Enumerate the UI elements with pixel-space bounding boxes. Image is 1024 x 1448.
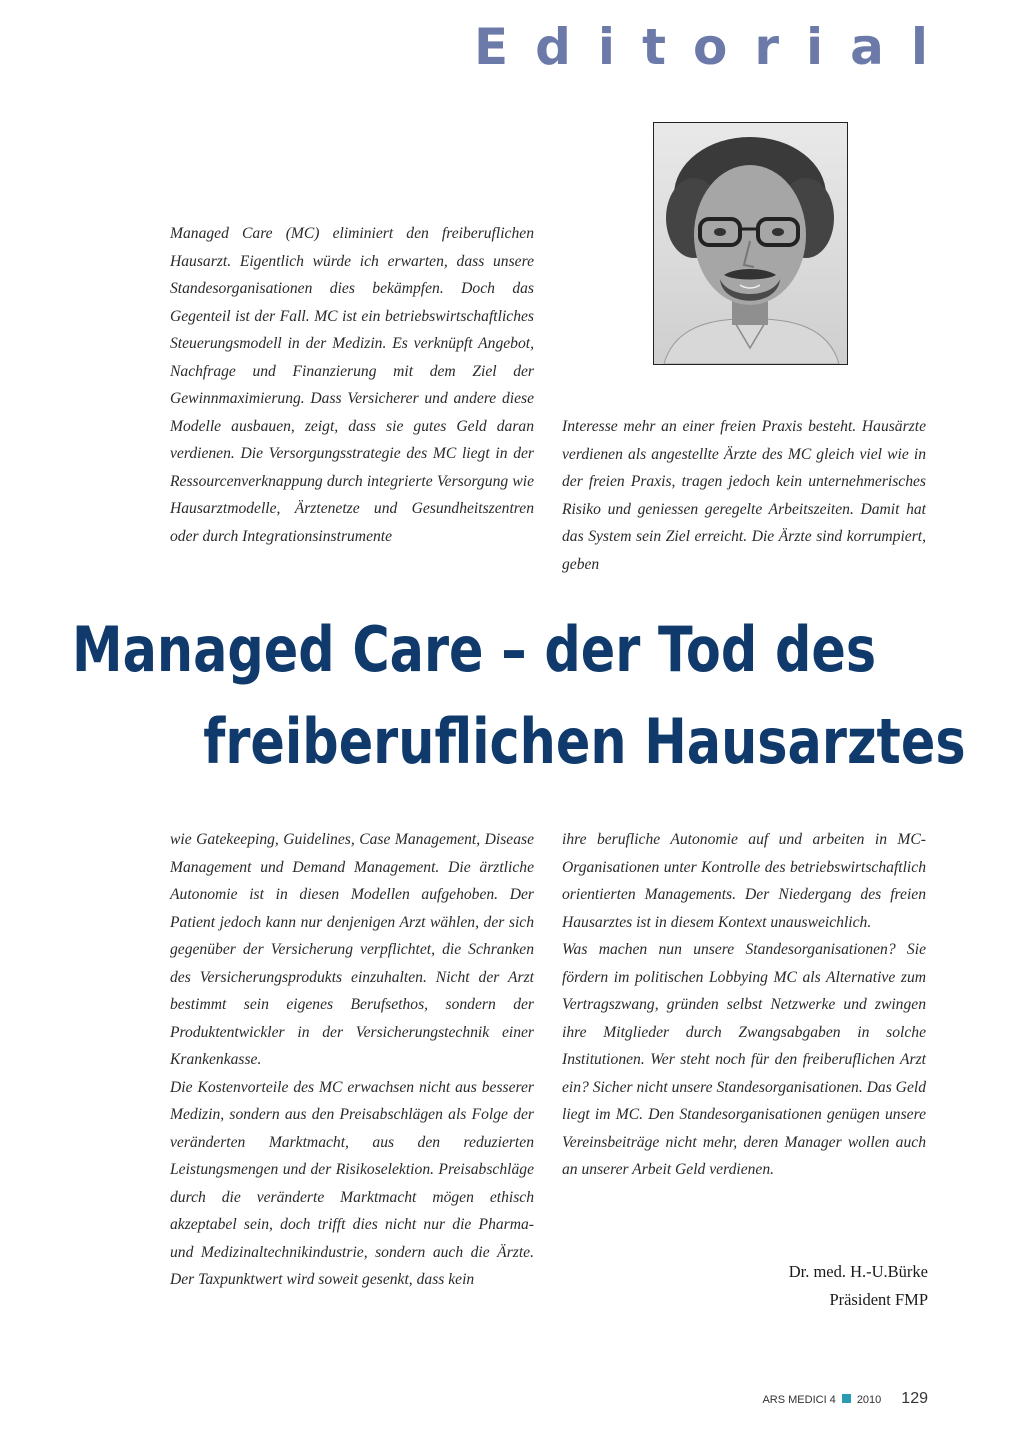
headline-line-2: freiberuflichen Hausarztes [203,705,966,778]
paragraph: Interesse mehr an einer freien Praxis besteht. Hausärzte verdienen als angestellte Ärzte des MC gleich viel wie in der freien Praxis, tragen jedoch kein unternehmerisches Risiko und geniessen geregelte Arbeitszeiten. Damit hat das System sein Ziel erreicht. Die Ärzte sind korrumpiert, geben [562,418,926,573]
column-bottom-left [170,826,534,1294]
journal-name: ARS MEDICI 4 [762,1394,836,1406]
column-top-right [562,413,926,578]
page-footer [762,1390,928,1408]
journal-year: 2010 [856,1394,882,1406]
headline-line-1: Managed Care – der Tod des [72,613,877,686]
paragraph: Was machen nun unsere Standesorganisationen? Sie fördern im politischen Lobbying MC als Alternative zum Vertragszwang, gründen selbst Netzwerke und zwingen ihre Mitglieder durch Zwangsabgaben in solche Institutionen. Wer steht noch für den freiberuflichen Arzt ein? Sicher nicht unsere Standesorganisationen. Das Geld liegt im MC. Den Standesorganisationen genügen unsere Vereinsbeiträge nicht mehr, deren Manager wollen auch an unserer Arbeit Geld verdienen. [562,941,926,1178]
section-label: Editorial [473,18,955,76]
paragraph: Managed Care (MC) eliminiert den freiberuflichen Hausarzt. Eigentlich würde ich erwarten, dass unsere Standesorganisationen dies bekämpfen. Doch das Gegenteil ist der Fall. MC ist ein betriebswirtschaftliches Steuerungsmodell in der Medizin. Es verknüpft Angebot, Nachfrage und Finanzierung mit dem Ziel der Gewinnmaximierung. Dass Versicherer und andere diese Modelle ausbauen, zeigt, dass sie gutes Geld daran verdienen. Die Versorgungsstrategie des MC liegt in der Ressourcenverknappung durch integrierte Versorgung wie Hausarztmodelle, Ärztenetze und Gesundheitszentren oder durch Integrationsinstrumente [170,225,534,545]
column-bottom-right [562,826,926,1184]
paragraph: ihre berufliche Autonomie auf und arbeiten in MC-Organisationen unter Kontrolle des betriebswirtschaftlich orientierten Managements. Der Niedergang des freien Hausarztes ist in diesem Kontext unausweichlich. [562,831,926,931]
author-portrait [653,122,848,365]
headline [72,604,966,788]
signature-role: Präsident FMP [829,1290,928,1309]
paragraph: wie Gatekeeping, Guidelines, Case Management, Disease Management und Demand Management. Die ärztliche Autonomie ist in diesen Modellen aufgehoben. Der Patient jedoch kann nur denjenigen Arzt wählen, der sich gegenüber der Versicherung verpflichtet, die Schranken des Versicherungsprodukts einzuhalten. Nicht der Arzt bestimmt sein eigenes Berufsethos, sondern der Produktentwickler in der Versicherungstechnik einer Krankenkasse. [170,831,534,1068]
signature-name: Dr. med. H.-U.Bürke [788,1262,928,1281]
column-top-left [170,220,534,550]
portrait-illustration [654,123,847,364]
signature [789,1258,928,1314]
page-number: 129 [901,1390,928,1407]
accent-square-icon [842,1394,851,1403]
paragraph: Die Kostenvorteile des MC erwachsen nicht aus besserer Medizin, sondern aus den Preisabschlägen als Folge der veränderten Marktmacht, aus den reduzierten Leistungsmengen und der Risikoselektion. Preisabschläge durch die veränderte Marktmacht mögen ethisch akzeptabel sein, doch trifft dies nicht nur die Pharma- und Medizinaltechnikindustrie, sondern auch die Ärzte. Der Taxpunktwert wird soweit gesenkt, dass kein [170,1078,534,1288]
